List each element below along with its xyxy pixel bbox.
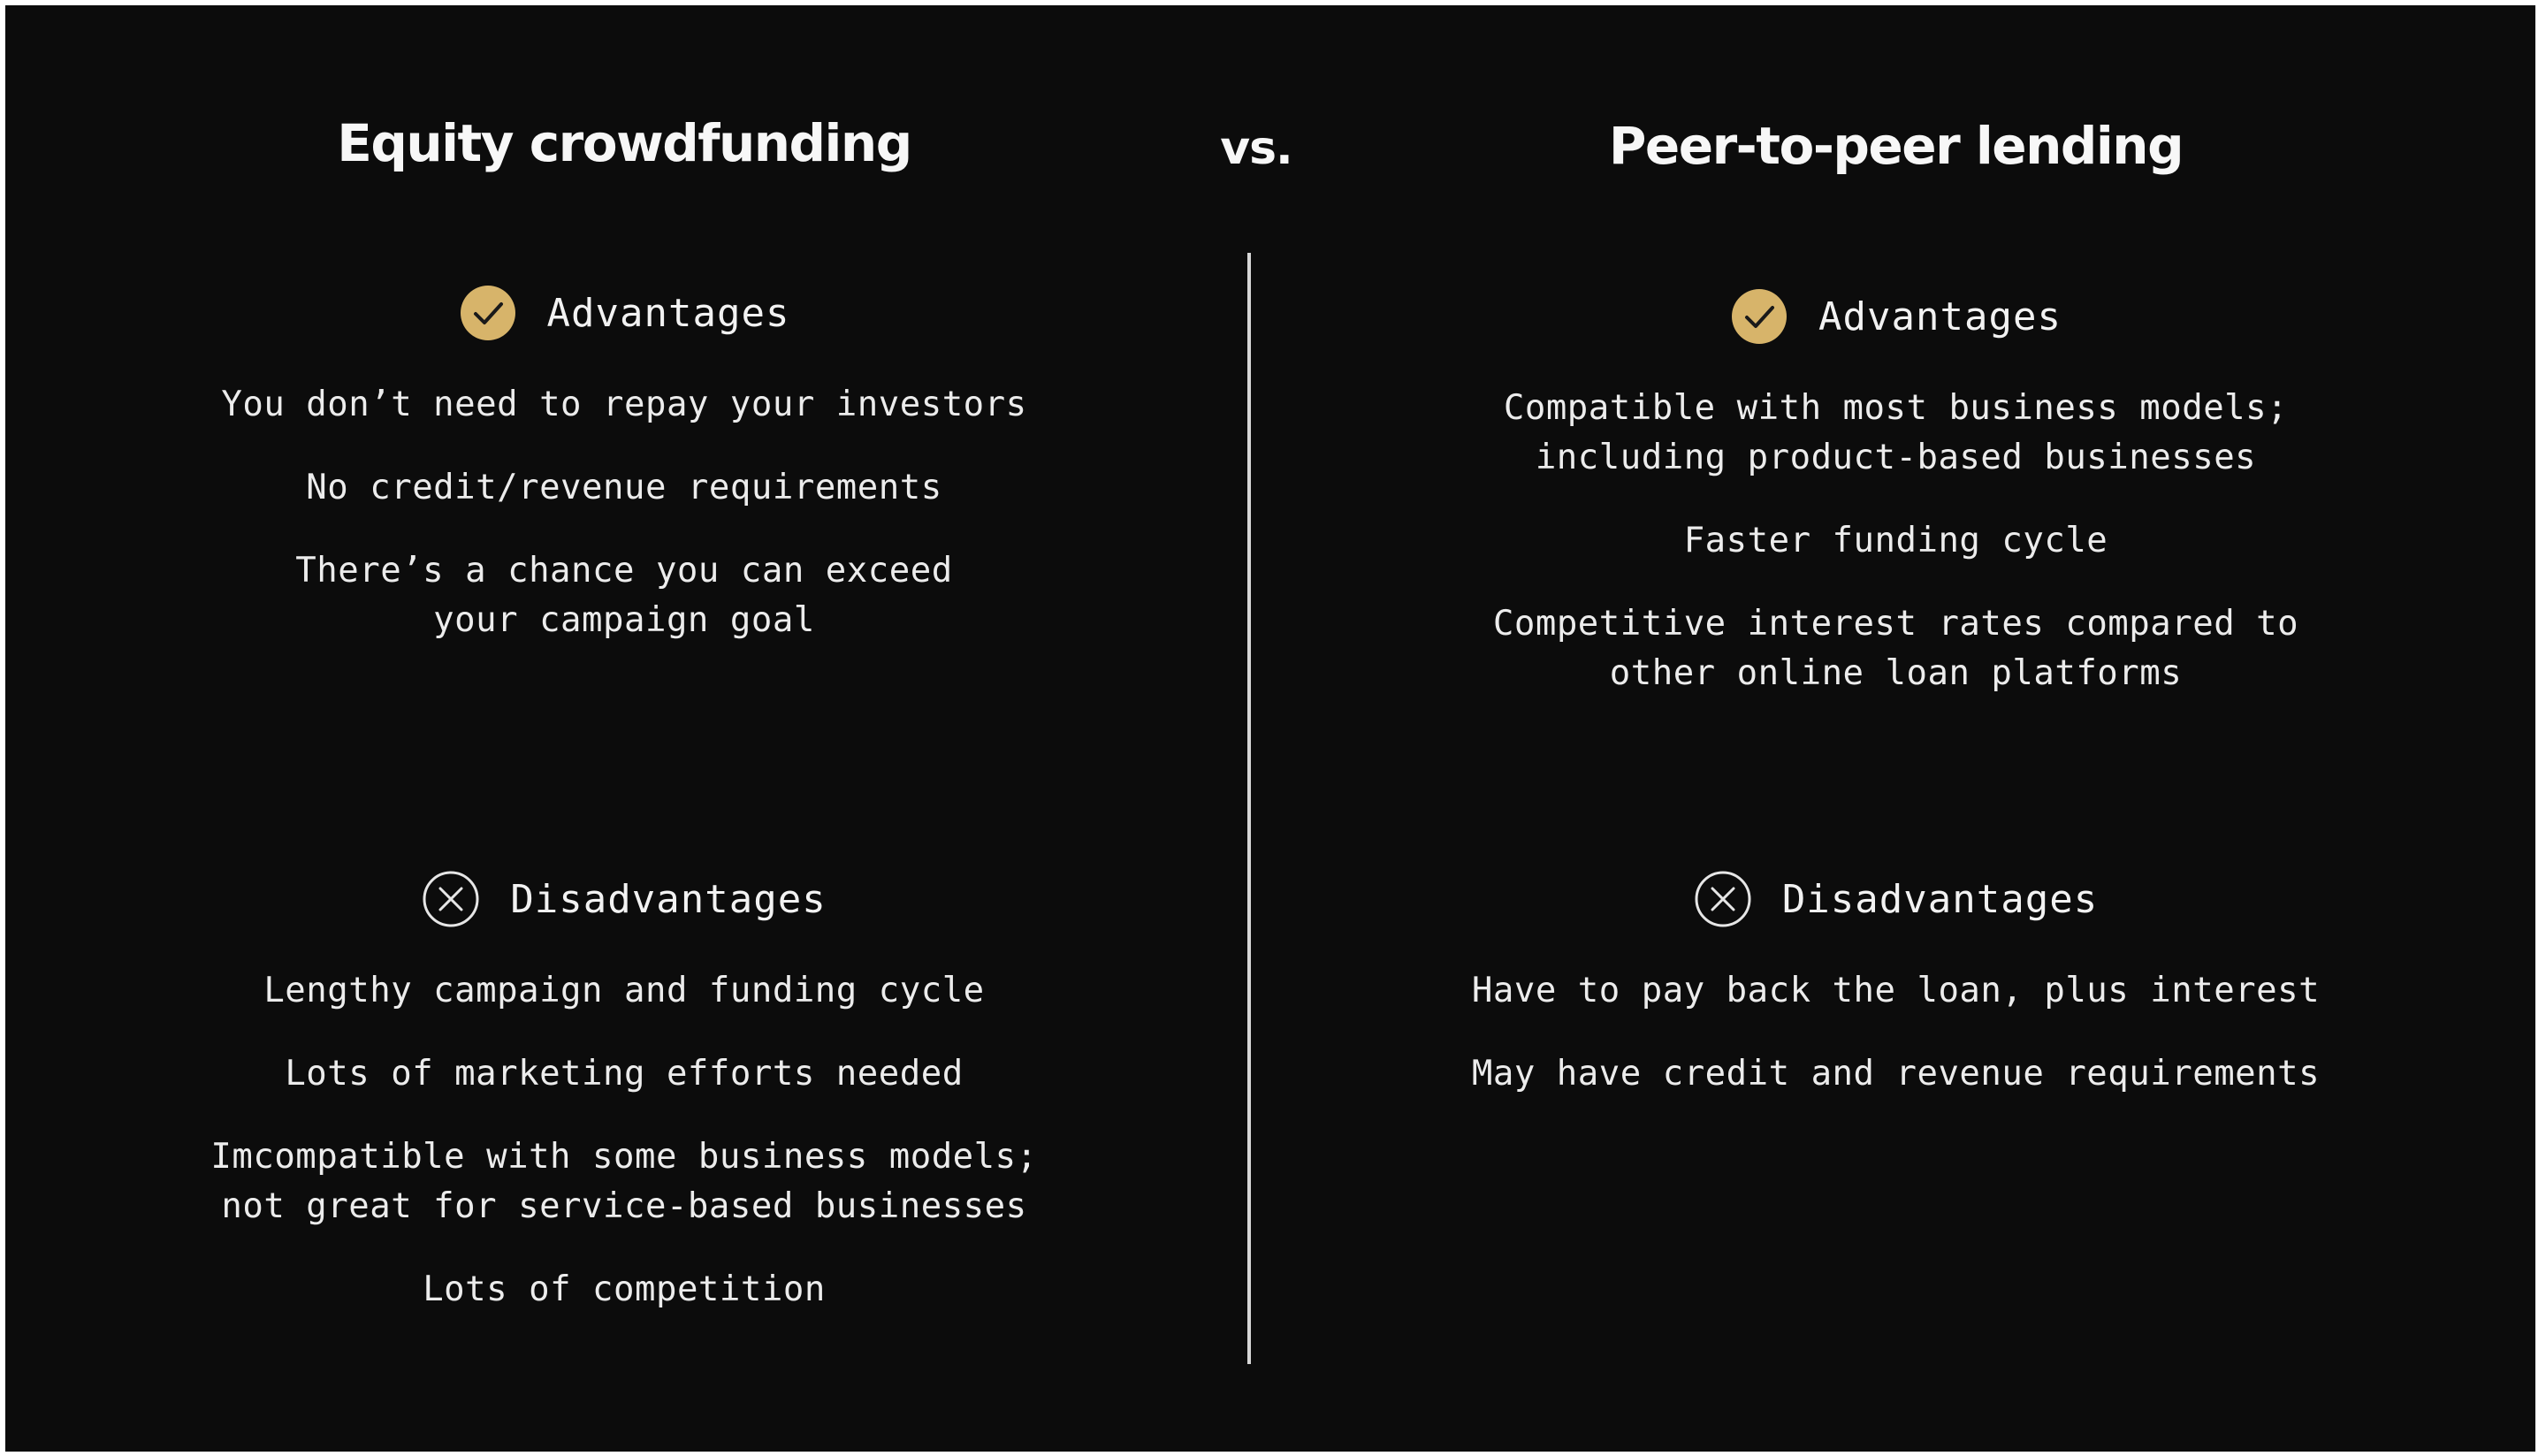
x-circle-icon (422, 870, 480, 928)
equity-disadvantages-label: Disadvantages (510, 876, 827, 922)
p2p-advantages-header (1256, 285, 2535, 348)
p2p-advantages-list (1256, 384, 2535, 698)
list-item: Compatible with most business models; including product-based businesses (1503, 388, 2289, 477)
comparison-panel (5, 5, 2535, 1452)
p2p-disadvantages-list (1256, 966, 2535, 1099)
equity-advantages-list (5, 380, 1243, 645)
list-item: There’s a chance you can exceed your campaign goal (295, 551, 953, 640)
check-circle-icon (459, 284, 517, 342)
list-item: Have to pay back the loan, plus interest (1471, 971, 2321, 1010)
equity-advantages-label: Advantages (546, 290, 790, 336)
x-circle-icon (1694, 870, 1752, 928)
list-item: Imcompatible with some business models; not great for service-based businesses (210, 1137, 1038, 1226)
list-item: Faster funding cycle (1683, 521, 2108, 560)
vs-label: vs. (1220, 122, 1292, 175)
equity-disadvantages-section (5, 867, 1243, 1348)
list-item: Lots of competition (423, 1269, 826, 1309)
list-item: Lots of marketing efforts needed (285, 1054, 964, 1094)
peer-to-peer-column (1256, 5, 2535, 1452)
list-item: Competitive interest rates compared to other online loan platforms (1492, 604, 2299, 693)
equity-crowdfunding-column (5, 5, 1243, 1452)
p2p-disadvantages-label: Disadvantages (1781, 876, 2099, 922)
equity-advantages-header (5, 281, 1243, 345)
list-item: Lengthy campaign and funding cycle (263, 971, 985, 1010)
equity-crowdfunding-title: Equity crowdfunding (337, 113, 911, 173)
p2p-disadvantages-header (1256, 867, 2535, 931)
list-item: May have credit and revenue requirements (1471, 1054, 2321, 1094)
equity-disadvantages-header (5, 867, 1243, 931)
list-item: No credit/revenue requirements (306, 468, 942, 507)
p2p-advantages-label: Advantages (1818, 293, 2062, 339)
column-divider (1247, 253, 1251, 1364)
equity-advantages-section (5, 281, 1243, 679)
p2p-advantages-section (1256, 285, 2535, 732)
check-circle-icon (1730, 287, 1788, 346)
p2p-disadvantages-section (1256, 867, 2535, 1132)
peer-to-peer-title: Peer-to-peer lending (1608, 116, 2184, 176)
list-item: You don’t need to repay your investors (221, 385, 1027, 424)
equity-disadvantages-list (5, 966, 1243, 1315)
